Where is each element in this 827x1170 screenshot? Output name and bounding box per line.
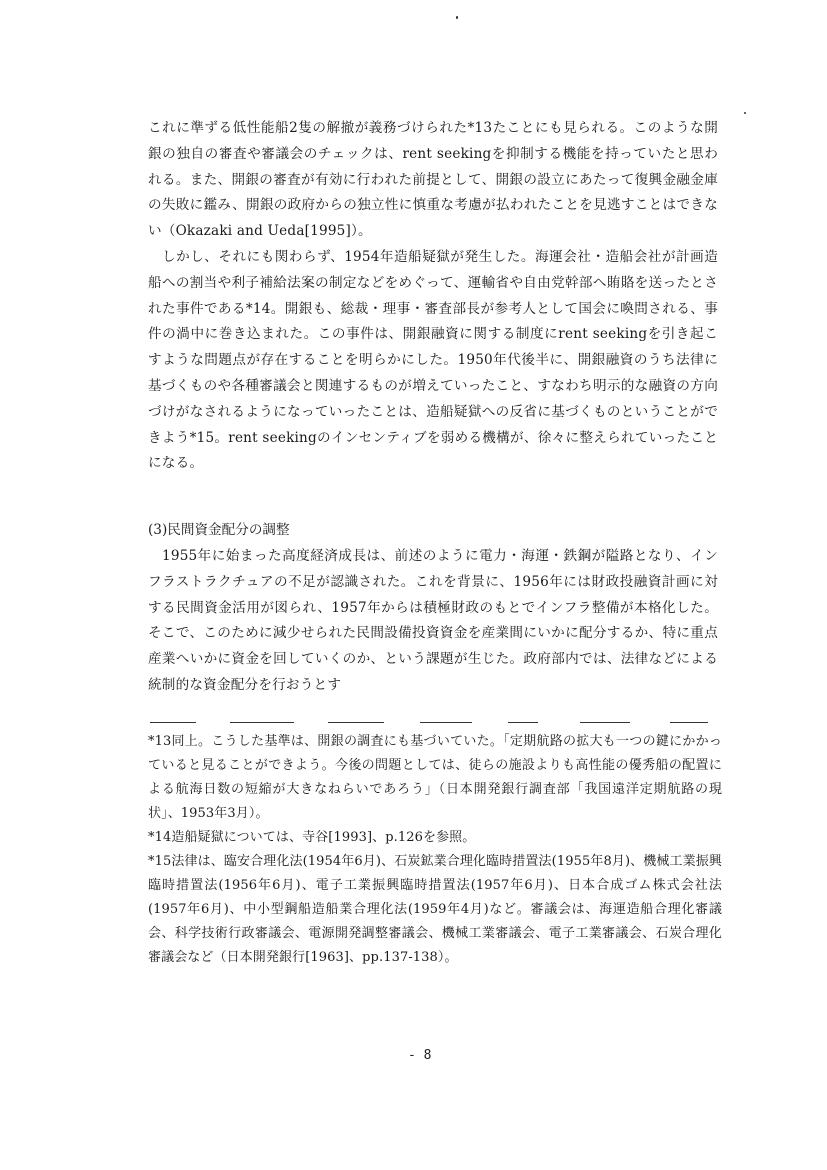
footnote-rule bbox=[150, 722, 196, 723]
footnote-rule bbox=[670, 722, 708, 723]
paragraph: しかし、それにも関わらず、1954年造船疑獄が発生した。海運会社・造船会社が計画造船への割当や利子補給法案の制定などをめぐって、運輸省や自由党幹部へ賄賂を送ったとされた事件である*14。開銀も、総裁・理事・審査部長が参考人として国会に喚問される、事件の渦中に巻き込まれた。この事件は、開銀融資に関する制度にrent seekingを引き起こすような問題点が存在することを明らかにした。1950年代後半に、開銀融資のうち法律に基づくものや各種審議会と関連するものが増えていったこと、すなわち明示的な融資の方向づけがなされるようになっていったことは、造船疑獄への反省に基づくものということができよう*15。rent seekingのインセンティブを弱める機構が、徐々に整えられていったことになる。 bbox=[148, 248, 718, 472]
section-body bbox=[148, 544, 718, 699]
scan-speck bbox=[744, 112, 746, 114]
footnote-rule bbox=[420, 722, 472, 723]
body-text bbox=[148, 116, 718, 477]
footnote-rule bbox=[328, 722, 384, 723]
scan-speck bbox=[456, 16, 458, 19]
footnote-14: *14造船疑獄については、寺谷[1993]、p.126を参照。 bbox=[148, 830, 476, 845]
footnotes bbox=[148, 730, 722, 970]
footnote-15: *15法律は、臨安合理化法(1954年6月)、石炭鉱業合理化臨時措置法(1955年8月)、機械工業振興臨時措置法(1956年6月)、電子工業振興臨時措置法(1957年6月)、日本合成ゴム株式会社法(1957年6月)、中小型鋼船造船業合理化法(1959年4月)など。審議会は、海運造船合理化審議会、科学技術行政審議会、電源開発調整審議会、機械工業審議会、電子工業審議会、石炭合理化審議会など（日本開発銀行[1963]、pp.137-138）。 bbox=[148, 854, 722, 965]
footnote-rule bbox=[508, 722, 538, 723]
footnote-13: *13同上。こうした基準は、開銀の調査にも基づいていた。「定期航路の拡大も一つの鍵にかかっていると見ることができよう。今後の問題としては、徒らの施設よりも高性能の優秀船の配置による航海日数の短縮が大きなねらいであろう」（日本開発銀行調査部「我国遠洋定期航路の現状」、1953年3月）。 bbox=[148, 734, 722, 821]
footnote-rule bbox=[230, 722, 294, 723]
paragraph: これに準ずる低性能船2隻の解撤が義務づけられた*13たことにも見られる。このような開銀の独自の審査や審議会のチェックは、rent seekingを抑制する機能を持っていたと思われる。また、開銀の審査が有効に行われた前提として、開銀の設立にあたって復興金融金庫の失敗に鑑み、開銀の政府からの独立性に慎重な考慮が払われたことを見逃すことはできない（Okazaki and Ueda[1995]）。 bbox=[148, 120, 718, 240]
footnote-rule bbox=[580, 722, 630, 723]
section-heading: (3)民間資金配分の調整 bbox=[148, 522, 290, 538]
page-number: - 8 bbox=[408, 1048, 432, 1063]
paragraph: 1955年に始まった高度経済成長は、前述のように電力・海運・鉄鋼が隘路となり、インフラストラクチュアの不足が認識された。これを背景に、1956年には財政投融資計画に対する民間資金活用が図られ、1957年からは積極財政のもとでインフラ整備が本格化した。そこで、このために減少せられた民間設備投資資金を産業間にいかに配分するか、特に重点産業へいかに資金を回していくのか、という課題が生じた。政府部内では、法律などによる統制的な資金配分を行おうとす bbox=[148, 548, 718, 693]
